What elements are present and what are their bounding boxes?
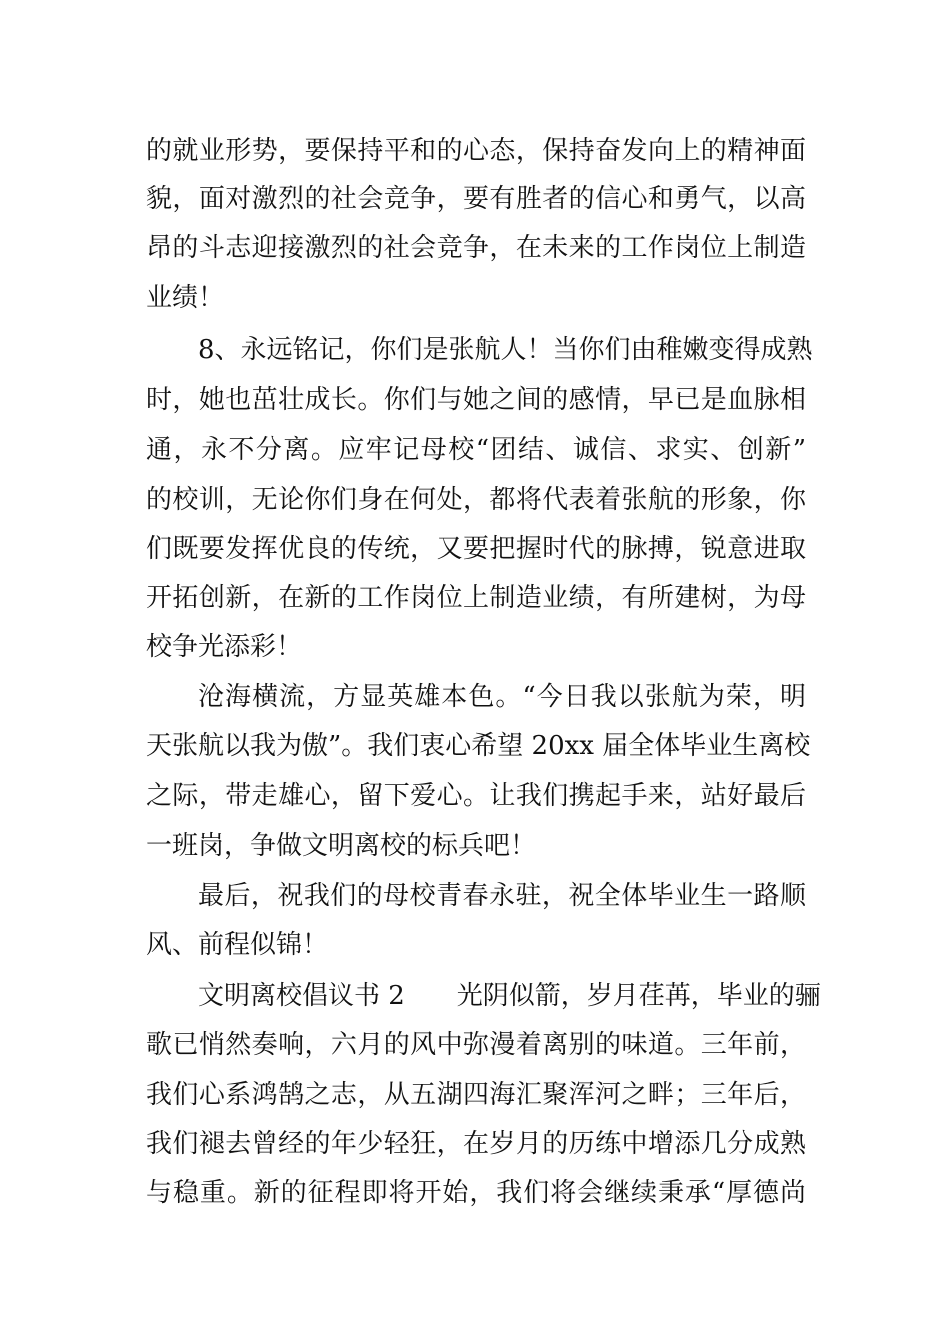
text-line-17: 风、前程似锦！ <box>146 930 329 960</box>
text-line-3: 昂的斗志迎接激烈的社会竞争，在未来的工作岗位上制造 <box>146 233 806 263</box>
text-line-15: 一班岗，争做文明离校的标兵吧！ <box>146 831 537 861</box>
text-line-6: 时，她也茁壮成长。你们与她之间的感情，早已是血脉相 <box>146 385 806 415</box>
text-line-16: 最后，祝我们的母校青春永驻，祝全体毕业生一路顺 <box>198 881 806 911</box>
text-line-13: 天张航以我为傲”。我们衷心希望 20xx 届全体毕业生离校 <box>146 731 811 761</box>
text-line-18: 文明离校倡议书 2 光阴似箭，岁月荏苒，毕业的骊 <box>198 981 821 1011</box>
text-line-9: 们既要发挥优良的传统，又要把握时代的脉搏，锐意进取 <box>146 534 806 564</box>
text-line-1: 的就业形势，要保持平和的心态，保持奋发向上的精神面 <box>146 136 806 166</box>
text-line-19: 歌已悄然奏响，六月的风中弥漫着离别的味道。三年前， <box>146 1030 806 1060</box>
text-line-22: 与稳重。新的征程即将开始，我们将会继续秉承“厚德尚 <box>146 1178 806 1208</box>
text-line-14: 之际，带走雄心，留下爱心。让我们携起手来，站好最后 <box>146 781 806 811</box>
text-line-20: 我们心系鸿鹄之志，从五湖四海汇聚浑河之畔；三年后， <box>146 1080 806 1110</box>
text-line-12: 沧海横流，方显英雄本色。“今日我以张航为荣，明 <box>198 682 806 712</box>
text-line-7: 通，永不分离。应牢记母校“团结、诚信、求实、创新” <box>146 435 806 465</box>
text-line-5: 8、永远铭记，你们是张航人！当你们由稚嫩变得成熟 <box>198 335 813 365</box>
text-line-21: 我们褪去曾经的年少轻狂，在岁月的历练中增添几分成熟 <box>146 1129 806 1159</box>
text-line-8: 的校训，无论你们身在何处，都将代表着张航的形象，你 <box>146 485 806 515</box>
text-line-4: 业绩！ <box>146 283 225 313</box>
text-line-11: 校争光添彩！ <box>146 632 303 662</box>
text-line-2: 貌，面对激烈的社会竞争，要有胜者的信心和勇气，以高 <box>146 184 806 214</box>
text-line-10: 开拓创新，在新的工作岗位上制造业绩，有所建树，为母 <box>146 583 806 613</box>
